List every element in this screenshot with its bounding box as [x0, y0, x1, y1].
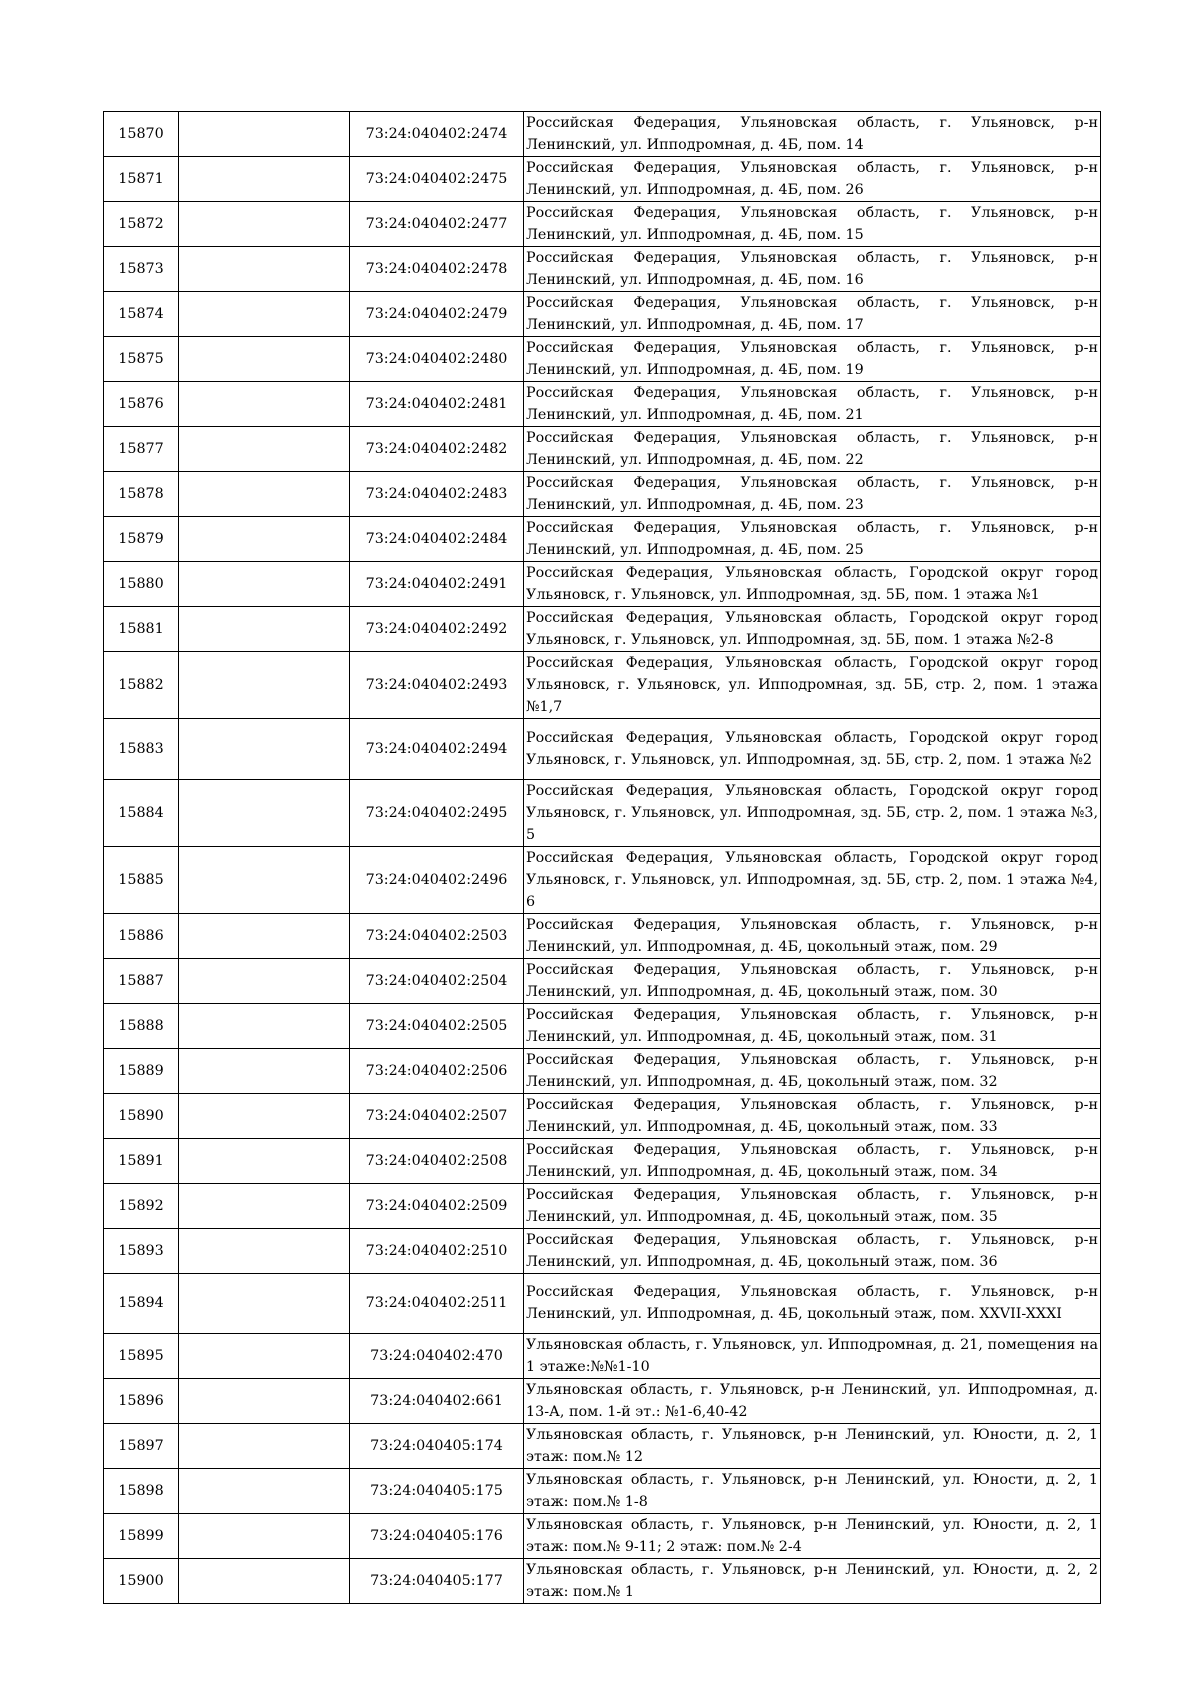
empty-cell: [179, 652, 350, 719]
address-cell: Российская Федерация, Ульяновская область, г. Ульяновск, р-н Ленинский, ул. Ипподромная, д. 4Б, цокольный этаж, пом. 31: [524, 1003, 1101, 1048]
row-number-cell: 15886: [104, 913, 179, 958]
row-number-cell: 15890: [104, 1093, 179, 1138]
address-cell: Российская Федерация, Ульяновская область, г. Ульяновск, р-н Ленинский, ул. Ипподромная, д. 4Б, цокольный этаж, пом. 35: [524, 1183, 1101, 1228]
table-row: [104, 1003, 1101, 1048]
row-number-cell: 15885: [104, 846, 179, 913]
table-row: [104, 652, 1101, 719]
empty-cell: [179, 1424, 350, 1469]
empty-cell: [179, 1048, 350, 1093]
address-cell: Ульяновская область, г. Ульяновск, р-н Ленинский, ул. Юности, д. 2, 1 этаж: пом.№ 12: [524, 1424, 1101, 1469]
row-number-cell: 15893: [104, 1228, 179, 1273]
empty-cell: [179, 112, 350, 157]
empty-cell: [179, 719, 350, 780]
row-number-cell: 15870: [104, 112, 179, 157]
empty-cell: [179, 1228, 350, 1273]
table-row: [104, 1183, 1101, 1228]
cadastral-number-cell: 73:24:040402:2496: [350, 846, 524, 913]
address-cell: Российская Федерация, Ульяновская область, г. Ульяновск, р-н Ленинский, ул. Ипподромная, д. 4Б, пом. 15: [524, 202, 1101, 247]
address-cell: Российская Федерация, Ульяновская область, г. Ульяновск, р-н Ленинский, ул. Ипподромная, д. 4Б, пом. 14: [524, 112, 1101, 157]
row-number-cell: 15874: [104, 292, 179, 337]
empty-cell: [179, 427, 350, 472]
cadastral-number-cell: 73:24:040402:2475: [350, 157, 524, 202]
row-number-cell: 15895: [104, 1334, 179, 1379]
table-row: [104, 1334, 1101, 1379]
cadastral-number-cell: 73:24:040402:2504: [350, 958, 524, 1003]
row-number-cell: 15882: [104, 652, 179, 719]
address-cell: Ульяновская область, г. Ульяновск, р-н Ленинский, ул. Юности, д. 2, 2 этаж: пом.№ 1: [524, 1559, 1101, 1604]
address-cell: Российская Федерация, Ульяновская область, Городской округ город Ульяновск, г. Ульяновск, ул. Ипподромная, зд. 5Б, пом. 1 этажа №2-8: [524, 607, 1101, 652]
table-row: [104, 1559, 1101, 1604]
empty-cell: [179, 337, 350, 382]
cadastral-number-cell: 73:24:040402:2508: [350, 1138, 524, 1183]
cadastral-number-cell: 73:24:040402:2492: [350, 607, 524, 652]
address-cell: Российская Федерация, Ульяновская область, Городской округ город Ульяновск, г. Ульяновск, ул. Ипподромная, зд. 5Б, стр. 2, пом. 1 этажа №1,7: [524, 652, 1101, 719]
empty-cell: [179, 1559, 350, 1604]
empty-cell: [179, 517, 350, 562]
table-row: [104, 427, 1101, 472]
cadastral-number-cell: 73:24:040402:2474: [350, 112, 524, 157]
row-number-cell: 15892: [104, 1183, 179, 1228]
table-row: [104, 517, 1101, 562]
empty-cell: [179, 607, 350, 652]
empty-cell: [179, 913, 350, 958]
row-number-cell: 15878: [104, 472, 179, 517]
table-row: [104, 202, 1101, 247]
row-number-cell: 15889: [104, 1048, 179, 1093]
address-cell: Российская Федерация, Ульяновская область, Городской округ город Ульяновск, г. Ульяновск, ул. Ипподромная, зд. 5Б, стр. 2, пом. 1 этажа №4, 6: [524, 846, 1101, 913]
address-cell: Российская Федерация, Ульяновская область, г. Ульяновск, р-н Ленинский, ул. Ипподромная, д. 4Б, пом. 25: [524, 517, 1101, 562]
row-number-cell: 15876: [104, 382, 179, 427]
row-number-cell: 15873: [104, 247, 179, 292]
address-cell: Российская Федерация, Ульяновская область, г. Ульяновск, р-н Ленинский, ул. Ипподромная, д. 4Б, цокольный этаж, пом. XXVII-XXXI: [524, 1273, 1101, 1334]
cadastral-number-cell: 73:24:040402:2478: [350, 247, 524, 292]
address-cell: Российская Федерация, Ульяновская область, Городской округ город Ульяновск, г. Ульяновск, ул. Ипподромная, зд. 5Б, стр. 2, пом. 1 этажа №3, 5: [524, 779, 1101, 846]
empty-cell: [179, 1514, 350, 1559]
cadastral-number-cell: 73:24:040405:177: [350, 1559, 524, 1604]
row-number-cell: 15898: [104, 1469, 179, 1514]
cadastral-number-cell: 73:24:040402:2483: [350, 472, 524, 517]
row-number-cell: 15891: [104, 1138, 179, 1183]
table-row: [104, 472, 1101, 517]
cadastral-number-cell: 73:24:040402:2484: [350, 517, 524, 562]
row-number-cell: 15887: [104, 958, 179, 1003]
row-number-cell: 15900: [104, 1559, 179, 1604]
cadastral-number-cell: 73:24:040402:2503: [350, 913, 524, 958]
address-cell: Российская Федерация, Ульяновская область, г. Ульяновск, р-н Ленинский, ул. Ипподромная, д. 4Б, цокольный этаж, пом. 30: [524, 958, 1101, 1003]
table-row: [104, 382, 1101, 427]
empty-cell: [179, 779, 350, 846]
address-cell: Российская Федерация, Ульяновская область, г. Ульяновск, р-н Ленинский, ул. Ипподромная, д. 4Б, цокольный этаж, пом. 36: [524, 1228, 1101, 1273]
cadastral-number-cell: 73:24:040402:2495: [350, 779, 524, 846]
table-row: [104, 913, 1101, 958]
row-number-cell: 15897: [104, 1424, 179, 1469]
empty-cell: [179, 958, 350, 1003]
table-row: [104, 1093, 1101, 1138]
row-number-cell: 15877: [104, 427, 179, 472]
cadastral-number-cell: 73:24:040402:2507: [350, 1093, 524, 1138]
empty-cell: [179, 472, 350, 517]
row-number-cell: 15888: [104, 1003, 179, 1048]
table-row: [104, 1469, 1101, 1514]
cadastral-number-cell: 73:24:040402:2480: [350, 337, 524, 382]
cadastral-number-cell: 73:24:040405:175: [350, 1469, 524, 1514]
cadastral-number-cell: 73:24:040402:2511: [350, 1273, 524, 1334]
cadastral-number-cell: 73:24:040402:2477: [350, 202, 524, 247]
cadastral-number-cell: 73:24:040402:2494: [350, 719, 524, 780]
table-row: [104, 1514, 1101, 1559]
cadastral-number-cell: 73:24:040402:2481: [350, 382, 524, 427]
row-number-cell: 15896: [104, 1379, 179, 1424]
cadastral-number-cell: 73:24:040402:2510: [350, 1228, 524, 1273]
table-row: [104, 607, 1101, 652]
table-row: [104, 292, 1101, 337]
empty-cell: [179, 1273, 350, 1334]
empty-cell: [179, 202, 350, 247]
row-number-cell: 15883: [104, 719, 179, 780]
cadastral-number-cell: 73:24:040402:2505: [350, 1003, 524, 1048]
empty-cell: [179, 382, 350, 427]
empty-cell: [179, 1138, 350, 1183]
address-cell: Российская Федерация, Ульяновская область, г. Ульяновск, р-н Ленинский, ул. Ипподромная, д. 4Б, пом. 23: [524, 472, 1101, 517]
address-cell: Российская Федерация, Ульяновская область, г. Ульяновск, р-н Ленинский, ул. Ипподромная, д. 4Б, пом. 17: [524, 292, 1101, 337]
address-cell: Российская Федерация, Ульяновская область, г. Ульяновск, р-н Ленинский, ул. Ипподромная, д. 4Б, пом. 22: [524, 427, 1101, 472]
row-number-cell: 15879: [104, 517, 179, 562]
table-row: [104, 1273, 1101, 1334]
row-number-cell: 15871: [104, 157, 179, 202]
empty-cell: [179, 846, 350, 913]
address-cell: Российская Федерация, Ульяновская область, г. Ульяновск, р-н Ленинский, ул. Ипподромная, д. 4Б, цокольный этаж, пом. 34: [524, 1138, 1101, 1183]
address-cell: Российская Федерация, Ульяновская область, г. Ульяновск, р-н Ленинский, ул. Ипподромная, д. 4Б, пом. 26: [524, 157, 1101, 202]
table-row: [104, 779, 1101, 846]
address-cell: Российская Федерация, Ульяновская область, Городской округ город Ульяновск, г. Ульяновск, ул. Ипподромная, зд. 5Б, пом. 1 этажа №1: [524, 562, 1101, 607]
cadastral-number-cell: 73:24:040402:661: [350, 1379, 524, 1424]
empty-cell: [179, 1183, 350, 1228]
cadastral-number-cell: 73:24:040402:2493: [350, 652, 524, 719]
table-row: [104, 846, 1101, 913]
table-row: [104, 1138, 1101, 1183]
row-number-cell: 15884: [104, 779, 179, 846]
table-row: [104, 1424, 1101, 1469]
registry-table: [103, 111, 1101, 1604]
empty-cell: [179, 1093, 350, 1138]
cadastral-number-cell: 73:24:040402:2491: [350, 562, 524, 607]
empty-cell: [179, 292, 350, 337]
address-cell: Российская Федерация, Ульяновская область, г. Ульяновск, р-н Ленинский, ул. Ипподромная, д. 4Б, пом. 21: [524, 382, 1101, 427]
address-cell: Российская Федерация, Ульяновская область, г. Ульяновск, р-н Ленинский, ул. Ипподромная, д. 4Б, пом. 19: [524, 337, 1101, 382]
empty-cell: [179, 1334, 350, 1379]
cadastral-number-cell: 73:24:040405:176: [350, 1514, 524, 1559]
address-cell: Российская Федерация, Ульяновская область, г. Ульяновск, р-н Ленинский, ул. Ипподромная, д. 4Б, пом. 16: [524, 247, 1101, 292]
table-row: [104, 112, 1101, 157]
table-row: [104, 1379, 1101, 1424]
registry-table-body: [104, 112, 1101, 1604]
table-row: [104, 1228, 1101, 1273]
address-cell: Российская Федерация, Ульяновская область, г. Ульяновск, р-н Ленинский, ул. Ипподромная, д. 4Б, цокольный этаж, пом. 33: [524, 1093, 1101, 1138]
address-cell: Ульяновская область, г. Ульяновск, ул. Ипподромная, д. 21, помещения на 1 этаже:№№1-10: [524, 1334, 1101, 1379]
row-number-cell: 15881: [104, 607, 179, 652]
cadastral-number-cell: 73:24:040405:174: [350, 1424, 524, 1469]
row-number-cell: 15880: [104, 562, 179, 607]
empty-cell: [179, 562, 350, 607]
empty-cell: [179, 1379, 350, 1424]
address-cell: Российская Федерация, Ульяновская область, г. Ульяновск, р-н Ленинский, ул. Ипподромная, д. 4Б, цокольный этаж, пом. 29: [524, 913, 1101, 958]
row-number-cell: 15872: [104, 202, 179, 247]
row-number-cell: 15875: [104, 337, 179, 382]
row-number-cell: 15899: [104, 1514, 179, 1559]
cadastral-number-cell: 73:24:040402:2509: [350, 1183, 524, 1228]
table-row: [104, 562, 1101, 607]
address-cell: Ульяновская область, г. Ульяновск, р-н Ленинский, ул. Юности, д. 2, 1 этаж: пом.№ 9-11; 2 этаж: пом.№ 2-4: [524, 1514, 1101, 1559]
empty-cell: [179, 1003, 350, 1048]
table-row: [104, 157, 1101, 202]
table-row: [104, 1048, 1101, 1093]
address-cell: Российская Федерация, Ульяновская область, г. Ульяновск, р-н Ленинский, ул. Ипподромная, д. 4Б, цокольный этаж, пом. 32: [524, 1048, 1101, 1093]
empty-cell: [179, 157, 350, 202]
address-cell: Ульяновская область, г. Ульяновск, р-н Ленинский, ул. Ипподромная, д. 13-А, пом. 1-й эт.: №1-6,40-42: [524, 1379, 1101, 1424]
empty-cell: [179, 247, 350, 292]
cadastral-number-cell: 73:24:040402:2506: [350, 1048, 524, 1093]
address-cell: Ульяновская область, г. Ульяновск, р-н Ленинский, ул. Юности, д. 2, 1 этаж: пом.№ 1-8: [524, 1469, 1101, 1514]
cadastral-number-cell: 73:24:040402:470: [350, 1334, 524, 1379]
table-row: [104, 337, 1101, 382]
table-row: [104, 719, 1101, 780]
empty-cell: [179, 1469, 350, 1514]
table-row: [104, 247, 1101, 292]
table-row: [104, 958, 1101, 1003]
address-cell: Российская Федерация, Ульяновская область, Городской округ город Ульяновск, г. Ульяновск, ул. Ипподромная, зд. 5Б, стр. 2, пом. 1 этажа №2: [524, 719, 1101, 780]
cadastral-number-cell: 73:24:040402:2479: [350, 292, 524, 337]
cadastral-number-cell: 73:24:040402:2482: [350, 427, 524, 472]
row-number-cell: 15894: [104, 1273, 179, 1334]
